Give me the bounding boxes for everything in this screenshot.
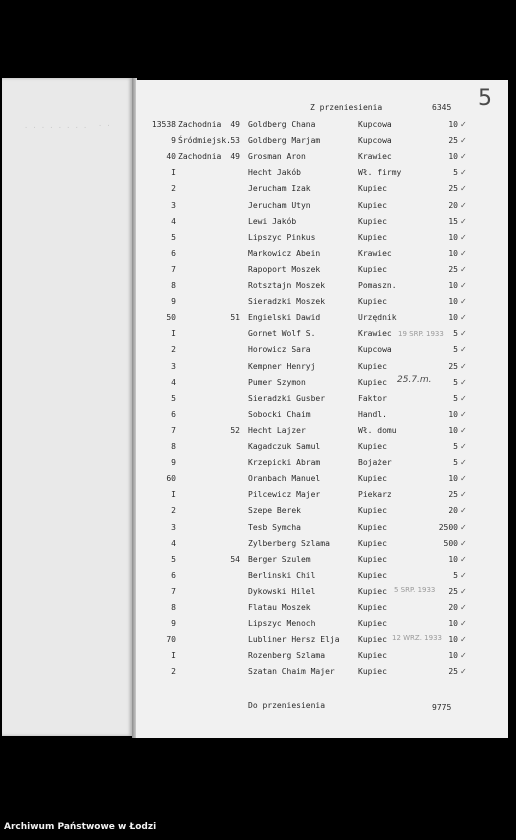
row-number: 50: [166, 313, 176, 323]
row-number: 9: [171, 297, 176, 307]
row-number: 7: [171, 425, 176, 435]
row-number: 3: [171, 361, 176, 371]
amount: 5: [453, 570, 458, 580]
table-row: [0, 474, 516, 490]
occupation: Wł. firmy: [358, 168, 402, 178]
amount: 5: [453, 168, 458, 178]
row-number: 9: [171, 619, 176, 629]
amount: 25: [448, 667, 458, 677]
check-mark: ✓: [460, 538, 467, 548]
row-number: 5: [171, 232, 176, 242]
resident-name: Lewi Jakób: [248, 216, 297, 226]
page-number: 5: [478, 86, 492, 111]
amount: 25: [448, 264, 458, 274]
table-row: [0, 458, 516, 474]
amount: 20: [448, 200, 458, 210]
row-number: 5: [171, 393, 176, 403]
table-row: [0, 555, 516, 571]
amount: 15: [448, 216, 458, 226]
row-number: 13538: [151, 120, 176, 129]
resident-name: Rotsztajn Moszek: [248, 281, 326, 290]
resident-name: Rapoport Moszek: [248, 264, 321, 274]
archive-label: Archiwum Państwowe w Łodzi: [4, 822, 157, 832]
occupation: Kupiec: [358, 377, 387, 387]
occupation: Kupiec: [358, 603, 387, 612]
occupation: Kupiec: [358, 651, 387, 661]
occupation: Kupiec: [358, 474, 387, 484]
row-number: 4: [171, 377, 176, 387]
row-number: 9: [171, 136, 176, 146]
occupation: Urzędnik: [358, 313, 397, 323]
amount: 10: [448, 474, 458, 484]
occupation: Krawiec: [358, 152, 392, 162]
table-row: [0, 539, 516, 555]
amount: 25: [448, 490, 458, 500]
occupation: Kupcowa: [358, 136, 392, 146]
row-number: 7: [171, 264, 176, 274]
district: Śródmiejsk.: [178, 136, 231, 146]
check-mark: ✓: [460, 264, 467, 274]
occupation: Kupiec: [358, 442, 387, 451]
amount: 20: [448, 506, 458, 516]
table-row: [0, 297, 516, 313]
resident-name: Krzepicki Abram: [248, 458, 321, 468]
table-row: [0, 152, 516, 168]
resident-name: Lipszyc Menoch: [248, 619, 316, 629]
row-number: 8: [171, 442, 176, 451]
check-mark: ✓: [460, 329, 467, 339]
amount: 10: [448, 409, 458, 419]
resident-name: Hecht Lajzer: [248, 425, 306, 435]
amount: 25: [448, 361, 458, 371]
resident-name: Kagadczuk Samul: [248, 442, 321, 451]
occupation: Wł. domu: [358, 425, 397, 435]
amount: 5: [453, 442, 458, 451]
table-row: [0, 249, 516, 265]
check-mark: ✓: [460, 506, 467, 516]
row-number: I: [171, 490, 176, 500]
check-mark: ✓: [460, 651, 467, 661]
amount: 10: [448, 248, 458, 258]
row-number: 4: [171, 538, 176, 548]
table-row: [0, 136, 516, 152]
house-number: 49: [230, 120, 240, 129]
left-page: · · · · · · · · · ·: [2, 78, 132, 736]
occupation: Krawiec: [358, 248, 392, 258]
amount: 25: [448, 184, 458, 194]
row-number: 2: [171, 345, 176, 355]
table-row: [0, 201, 516, 217]
occupation: Kupiec: [358, 184, 387, 194]
date-stamp: 12 WRZ. 1933: [392, 634, 442, 642]
row-number: 3: [171, 200, 176, 210]
check-mark: ✓: [460, 184, 467, 194]
resident-name: Berlinski Chil: [248, 570, 316, 580]
check-mark: ✓: [460, 248, 467, 258]
resident-name: Berger Szulem: [248, 554, 311, 564]
amount: 10: [448, 619, 458, 629]
resident-name: Markowicz Abein: [248, 248, 321, 258]
amount: 10: [448, 232, 458, 242]
row-number: 2: [171, 667, 176, 677]
check-mark: ✓: [460, 136, 467, 146]
occupation: Kupiec: [358, 506, 387, 516]
check-mark: ✓: [460, 345, 467, 355]
house-number: 51: [230, 313, 240, 323]
occupation: Kupiec: [358, 538, 387, 548]
table-row: [0, 426, 516, 442]
occupation: Kupiec: [358, 635, 387, 645]
table-row: [0, 651, 516, 667]
resident-name: Jerucham Utyn: [248, 200, 311, 210]
resident-name: Szepe Berek: [248, 506, 301, 516]
resident-name: Sobocki Chaim: [248, 409, 311, 419]
date-stamp: 19 SRP. 1933: [398, 330, 444, 338]
row-number: 2: [171, 506, 176, 516]
carry-out-label: Do przeniesienia: [248, 701, 326, 710]
amount: 2500: [438, 522, 458, 532]
table-row: [0, 378, 516, 394]
occupation: Faktor: [358, 393, 387, 403]
resident-name: Kempner Henryj: [248, 361, 316, 371]
check-mark: ✓: [460, 554, 467, 564]
resident-name: Lipszyc Pinkus: [248, 232, 316, 242]
row-number: 6: [171, 409, 176, 419]
row-number: 5: [171, 554, 176, 564]
amount: 5: [453, 329, 458, 339]
row-number: 6: [171, 570, 176, 580]
resident-name: Zylberberg Szlama: [248, 538, 330, 548]
check-mark: ✓: [460, 570, 467, 580]
amount: 25: [448, 136, 458, 146]
table-row: [0, 506, 516, 522]
amount: 500: [443, 538, 458, 548]
row-number: 6: [171, 248, 176, 258]
row-number: 40: [166, 152, 176, 162]
resident-name: Hecht Jakób: [248, 168, 301, 178]
resident-name: Grosman Aron: [248, 152, 306, 162]
house-number: 49: [230, 152, 240, 162]
occupation: Kupiec: [358, 522, 387, 532]
resident-name: Rozenberg Szlama: [248, 651, 326, 661]
amount: 5: [453, 393, 458, 403]
table-row: [0, 362, 516, 378]
district: Zachodnia: [178, 152, 222, 162]
amount: 10: [448, 120, 458, 129]
check-mark: ✓: [460, 361, 467, 371]
occupation: Kupcowa: [358, 120, 392, 129]
carry-out-total: 9775: [432, 703, 452, 712]
resident-name: Flatau Moszek: [248, 603, 311, 612]
occupation: Kupiec: [358, 619, 387, 629]
amount: 10: [448, 297, 458, 307]
resident-name: Sieradzki Moszek: [248, 297, 326, 307]
check-mark: ✓: [460, 377, 467, 387]
occupation: Kupcowa: [358, 345, 392, 355]
table-row: [0, 281, 516, 297]
amount: 10: [448, 635, 458, 645]
check-mark: ✓: [460, 425, 467, 435]
amount: 25: [448, 586, 458, 596]
table-row: [0, 265, 516, 281]
table-row: [0, 217, 516, 233]
occupation: Kupiec: [358, 570, 387, 580]
check-mark: ✓: [460, 120, 467, 129]
check-mark: ✓: [460, 442, 467, 451]
row-number: 7: [171, 586, 176, 596]
table-row: [0, 345, 516, 361]
table-row: [0, 490, 516, 506]
table-row: [0, 410, 516, 426]
house-number: 53: [230, 136, 240, 146]
check-mark: ✓: [460, 474, 467, 484]
table-row: [0, 120, 516, 136]
occupation: Kupiec: [358, 216, 387, 226]
row-number: I: [171, 651, 176, 661]
row-number: 2: [171, 184, 176, 194]
resident-name: Oranbach Manuel: [248, 474, 321, 484]
occupation: Kupiec: [358, 297, 387, 307]
amount: 10: [448, 651, 458, 661]
amount: 10: [448, 313, 458, 323]
row-number: 8: [171, 281, 176, 290]
check-mark: ✓: [460, 232, 467, 242]
table-row: [0, 233, 516, 249]
resident-name: Szatan Chaim Majer: [248, 667, 335, 677]
occupation: Kupiec: [358, 586, 387, 596]
table-row: [0, 667, 516, 683]
date-stamp: 5 SRP. 1933: [394, 586, 436, 594]
check-mark: ✓: [460, 586, 467, 596]
table-row: [0, 619, 516, 635]
row-number: 8: [171, 603, 176, 612]
resident-name: Pilcewicz Majer: [248, 490, 321, 500]
check-mark: ✓: [460, 393, 467, 403]
resident-name: Goldberg Chana: [248, 120, 316, 129]
occupation: Kupiec: [358, 667, 387, 677]
check-mark: ✓: [460, 409, 467, 419]
amount: 10: [448, 425, 458, 435]
amount: 20: [448, 603, 458, 612]
resident-name: Sieradzki Gusber: [248, 393, 326, 403]
row-number: 70: [166, 635, 176, 645]
resident-name: Jerucham Izak: [248, 184, 311, 194]
row-number: 3: [171, 522, 176, 532]
occupation: Kupiec: [358, 200, 387, 210]
check-mark: ✓: [460, 152, 467, 162]
amount: 10: [448, 281, 458, 290]
row-number: 4: [171, 216, 176, 226]
amount: 5: [453, 377, 458, 387]
resident-name: Pumer Szymon: [248, 377, 306, 387]
table-row: [0, 442, 516, 458]
check-mark: ✓: [460, 297, 467, 307]
table-row: [0, 571, 516, 587]
occupation: Kupiec: [358, 554, 387, 564]
handwritten-note: 25.7.m.: [397, 375, 432, 385]
check-mark: ✓: [460, 522, 467, 532]
table-row: [0, 394, 516, 410]
check-mark: ✓: [460, 619, 467, 629]
row-number: 9: [171, 458, 176, 468]
resident-name: Dykowski Hilel: [248, 586, 316, 596]
resident-name: Goldberg Marjam: [248, 136, 321, 146]
occupation: Krawiec: [358, 329, 392, 339]
resident-name: Engielski Dawid: [248, 313, 321, 323]
resident-name: Gornet Wolf S.: [248, 329, 316, 339]
occupation: Pomaszn.: [358, 281, 397, 290]
occupation: Kupiec: [358, 232, 387, 242]
occupation: Piekarz: [358, 490, 392, 500]
occupation: Bojażer: [358, 458, 392, 468]
row-number: I: [171, 329, 176, 339]
table-row: [0, 587, 516, 603]
table-row: [0, 523, 516, 539]
amount: 5: [453, 458, 458, 468]
table-row: [0, 168, 516, 184]
occupation: Kupiec: [358, 361, 387, 371]
check-mark: ✓: [460, 200, 467, 210]
check-mark: ✓: [460, 216, 467, 226]
check-mark: ✓: [460, 313, 467, 323]
amount: 10: [448, 152, 458, 162]
table-row: [0, 313, 516, 329]
resident-name: Horowicz Sara: [248, 345, 311, 355]
table-row: [0, 184, 516, 200]
check-mark: ✓: [460, 168, 467, 178]
check-mark: ✓: [460, 603, 467, 612]
carry-in-label: Z przeniesienia: [310, 103, 383, 112]
check-mark: ✓: [460, 490, 467, 500]
district: Zachodnia: [178, 120, 222, 129]
check-mark: ✓: [460, 458, 467, 468]
amount: 5: [453, 345, 458, 355]
occupation: Kupiec: [358, 264, 387, 274]
house-number: 52: [230, 425, 240, 435]
carry-in-total: 6345: [432, 103, 452, 112]
resident-name: Lubliner Hersz Elja: [248, 635, 340, 645]
amount: 10: [448, 554, 458, 564]
check-mark: ✓: [460, 667, 467, 677]
row-number: I: [171, 168, 176, 178]
check-mark: ✓: [460, 635, 467, 645]
row-number: 60: [166, 474, 176, 484]
resident-name: Tesb Symcha: [248, 522, 301, 532]
house-number: 54: [230, 554, 240, 564]
table-row: [0, 603, 516, 619]
check-mark: ✓: [460, 281, 467, 290]
occupation: Handl.: [358, 409, 387, 419]
